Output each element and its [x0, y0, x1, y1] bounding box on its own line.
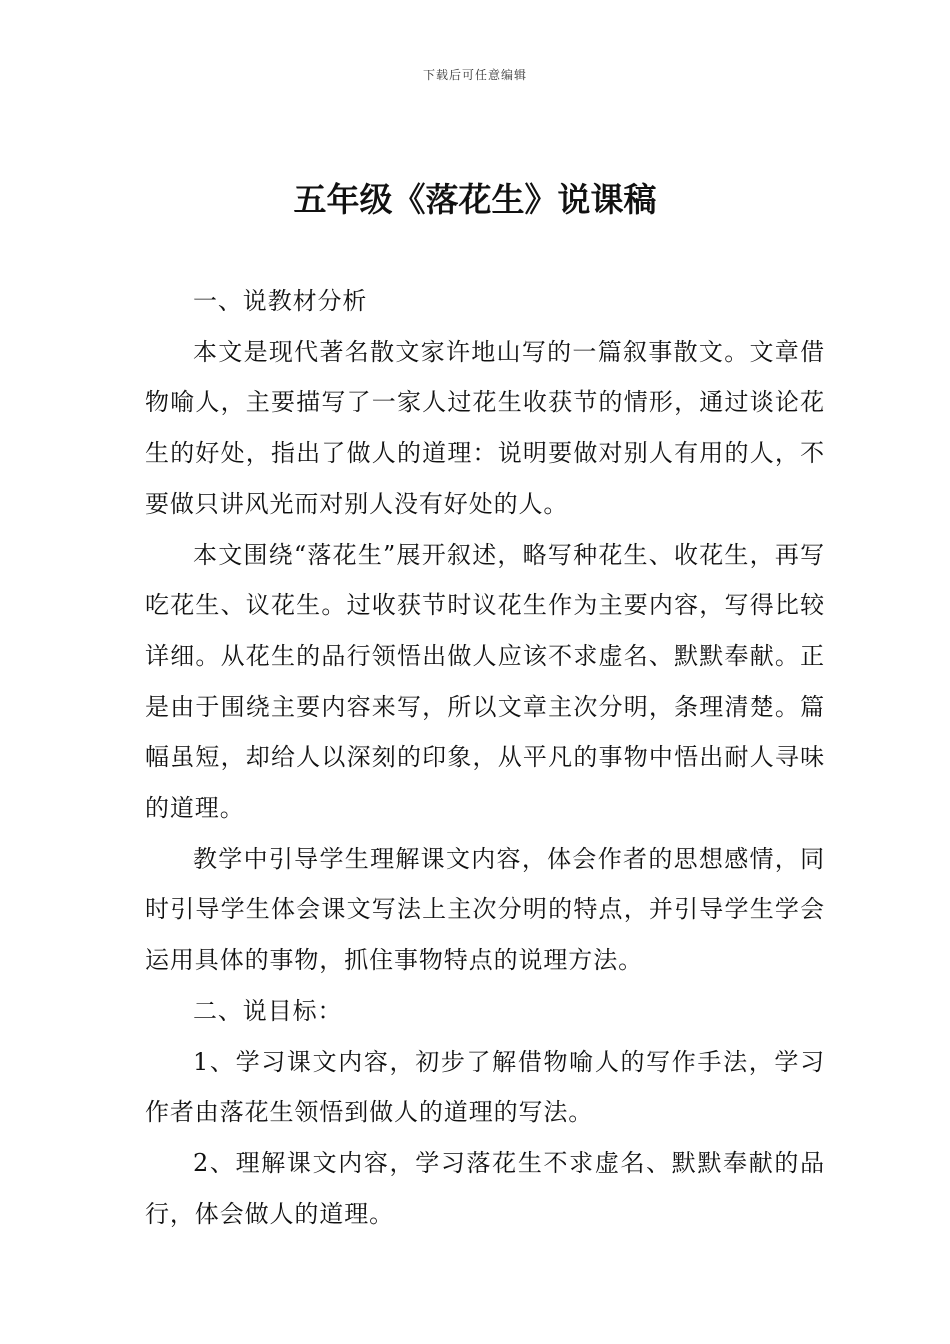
page-title: 五年级《落花生》说课稿 [293, 180, 657, 219]
paragraph: 本文是现代著名散文家许地山写的一篇叙事散文。文章借物喻人，主要描写了一家人过花生收获节的情形，通过谈论花生的好处，指出了做人的道理：说明要做对别人有用的人，不要做只讲风光而对别人没有好处的人。 [145, 337, 825, 518]
document-body [145, 276, 825, 1239]
paragraph: 教学中引导学生理解课文内容，体会作者的思想感情，同时引导学生体会课文写法上主次分明的特点，并引导学生学会运用具体的事物，抓住事物特点的说理方法。 [145, 844, 825, 975]
paragraph: 本文围绕“落花生”展开叙述，略写种花生、收花生，再写吃花生、议花生。过收获节时议花生作为主要内容，写得比较详细。从花生的品行领悟出做人应该不求虚名、默默奉献。正是由于围绕主要内容来写，所以文章主次分明，条理清楚。篇幅虽短，却给人以深刻的印象，从平凡的事物中悟出耐人寻味的道理。 [145, 540, 825, 823]
goal-item: 1、学习课文内容，初步了解借物喻人的写作手法，学习作者由落花生领悟到做人的道理的写法。 [145, 1047, 825, 1127]
section-heading-goals: 二、说目标： [193, 996, 343, 1025]
goal-item: 2、理解课文内容，学习落花生不求虚名、默默奉献的品行，体会做人的道理。 [145, 1148, 825, 1228]
section-heading-textbook-analysis: 一、说教材分析 [193, 287, 368, 315]
header-note: 下载后可任意编辑 [422, 68, 527, 82]
